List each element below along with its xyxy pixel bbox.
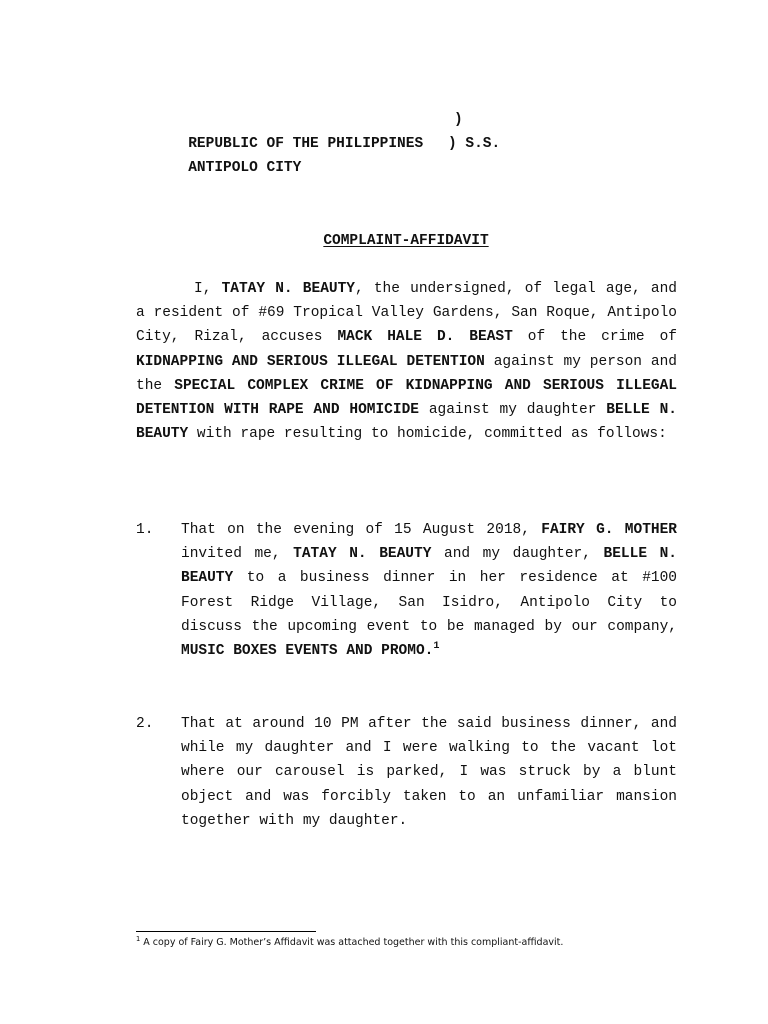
- text-run: and my daughter,: [431, 546, 604, 563]
- bold-text-run: MACK HALE D. BEAST: [337, 329, 513, 346]
- bold-text-run: SPECIAL COMPLEX CRIME OF KIDNAPPING AND SERIOUS ILLEGAL DETENTION WITH RAPE AND HOMICIDE: [136, 377, 678, 419]
- footnote-reference: 1: [433, 641, 440, 653]
- paragraph-text: [181, 712, 677, 833]
- caption-republic: REPUBLIC OF THE PHILIPPINES: [188, 136, 424, 152]
- footnote-text: A copy of Fairy G. Mother’s Affidavit was attached together with this compliant-affidavit.: [140, 937, 564, 948]
- text-run: , the undersigned, of legal age, and a resident of #69 Tropical Valley Gardens, San Roque, Antipolo City, Rizal, accuses: [136, 281, 677, 346]
- caption-city: ANTIPOLO CITY: [188, 160, 302, 176]
- footnote-separator: [136, 931, 316, 932]
- intro-paragraph: [136, 277, 677, 446]
- bold-text-run: BELLE N. BEAUTY: [136, 402, 677, 443]
- bold-text-run: TATAY N. BEAUTY: [221, 281, 355, 297]
- text-run: I,: [194, 281, 222, 297]
- bold-text-run: BELLE N. BEAUTY: [181, 546, 677, 587]
- text-run: with rape resulting to homicide, committed as follows:: [188, 426, 667, 443]
- text-run: of the crime of: [512, 329, 677, 346]
- text-run: against my person and the: [136, 353, 677, 394]
- paragraph-number: 2.: [136, 716, 154, 732]
- text-run: That at around 10 PM after the said business dinner, and while my daughter and I were walking to the vacant lot where our carousel is parked, I was struck by a blunt object and was forcibly taken to an unfamiliar mansion together with my daughter.: [181, 716, 677, 829]
- text-run: invited me,: [181, 546, 294, 563]
- caption-ss: ) S.S.: [448, 136, 501, 152]
- caption-paren-1: ): [454, 112, 463, 128]
- paragraph-text: [181, 518, 677, 663]
- numbered-paragraph-1: [136, 518, 677, 663]
- text-run: against my daughter: [418, 402, 607, 419]
- bold-text-run: MUSIC BOXES EVENTS AND PROMO.: [181, 643, 434, 660]
- bold-text-run: FAIRY G. MOTHER: [541, 522, 677, 538]
- text-run: That on the evening of 15 August 2018,: [181, 522, 542, 538]
- bold-text-run: TATAY N. BEAUTY: [293, 546, 432, 563]
- document-title: COMPLAINT-AFFIDAVIT: [323, 233, 489, 249]
- footnote-marker: 1: [136, 934, 141, 943]
- venue-caption: [136, 108, 501, 176]
- bold-text-run: KIDNAPPING AND SERIOUS ILLEGAL DETENTION: [136, 353, 485, 370]
- numbered-paragraph-2: [136, 712, 677, 833]
- document-title-wrap: [136, 229, 676, 253]
- text-run: to a business dinner in her residence at #100 Forest Ridge Village, San Isidro, Antipolo City to discuss the upcoming event to be managed by our company,: [181, 570, 677, 635]
- paragraph-number: 1.: [136, 522, 154, 538]
- footnote: [136, 934, 564, 949]
